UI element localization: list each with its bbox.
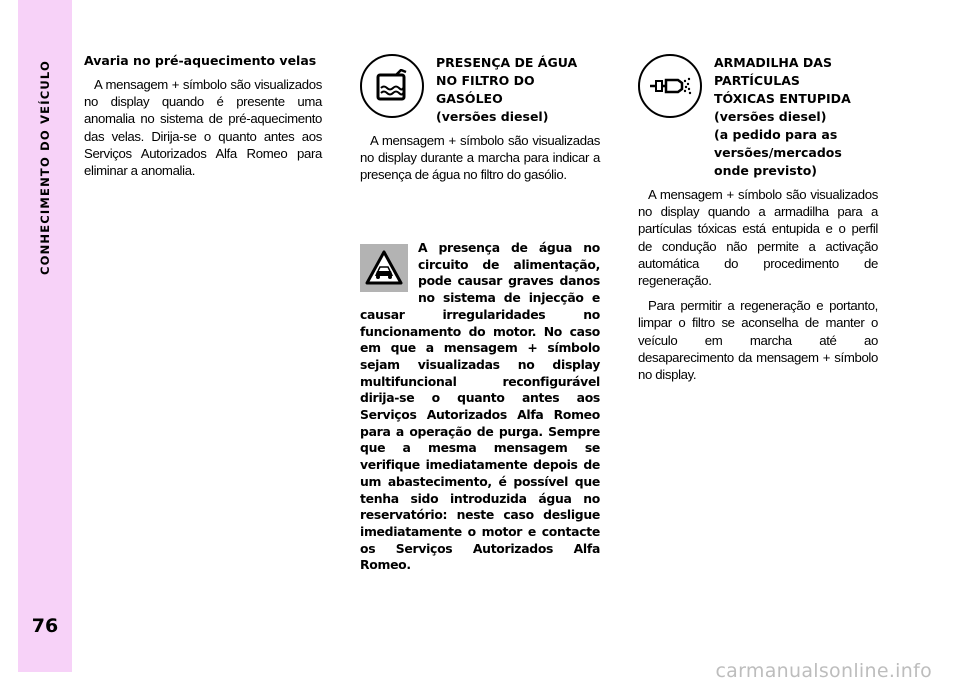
heading-line: NO FILTRO DO <box>436 73 535 88</box>
water-in-filter-heading <box>436 54 600 126</box>
particulate-filter-icon <box>638 54 702 118</box>
section-title-text: CONHECIMENTO DO VEÍCULO <box>38 60 52 276</box>
glow-plug-section <box>84 52 322 179</box>
glow-plug-heading: Avaria no pré-aquecimento velas <box>84 53 317 68</box>
heading-line: PARTÍCULAS <box>714 73 800 88</box>
heading-line: (versões diesel) <box>714 109 827 124</box>
glow-plug-body: A mensagem + símbolo são visualizados no display quando é presente uma anomalia no sistema de pré-aquecimento das velas. Dirija-se o quanto antes aos Serviços Autorizados Alfa Romeo para eliminar a anomalia. <box>84 77 322 179</box>
warning-text: A presença de água no circuito de alimentação, pode causar graves danos no sistema de injecção e causar irregularidades no funcionamento do motor. No caso em que a mensagem + símbolo sejam visualizadas no display multifuncional reconfigurável dirija-se o quanto antes aos Serviços Autorizados Alfa Romeo para a operação de purga. Sempre que a mesma mensagem se verifique imediatamente depois de um abastecimento, é possível que tenha sido introduzida água no reservatório: neste caso desligue imediatamente o motor e contacte os Serviços Autorizados Alfa Romeo. <box>360 240 600 573</box>
particulate-trap-heading <box>714 54 878 180</box>
warning-triangle-icon <box>360 244 408 292</box>
water-in-filter-section <box>360 52 600 184</box>
particulate-trap-body-1: A mensagem + símbolo são visualizados no display quando a armadilha para a partículas tóxicas está entupida e o perfil de condução não permite a activação automática do procedimento de regeneração. <box>638 187 878 289</box>
page-number: 76 <box>31 615 59 637</box>
particulate-trap-body-2: Para permitir a regeneração e portanto, limpar o filtro se aconselha de manter o veículo em marcha até ao desaparecimento da mensagem + símbolo no display. <box>638 298 878 383</box>
watermark-text: carmanualsonline.info <box>715 660 932 682</box>
heading-line: versões/mercados <box>714 145 842 160</box>
heading-line: (versões diesel) <box>436 109 549 124</box>
water-in-fuel-filter-icon <box>360 54 424 118</box>
heading-line: (a pedido para as <box>714 127 838 142</box>
heading-line: TÓXICAS ENTUPIDA <box>714 91 851 106</box>
heading-line: PRESENÇA DE ÁGUA <box>436 55 578 70</box>
particulate-trap-section <box>638 52 878 383</box>
section-title <box>18 60 72 480</box>
water-in-filter-body: A mensagem + símbolo são visualizadas no display durante a marcha para indicar a presença de água no filtro do gasólio. <box>360 133 600 183</box>
heading-line: GASÓLEO <box>436 91 503 106</box>
heading-line: ARMADILHA DAS <box>714 55 832 70</box>
heading-line: onde previsto) <box>714 163 818 178</box>
warning-note <box>360 240 600 574</box>
